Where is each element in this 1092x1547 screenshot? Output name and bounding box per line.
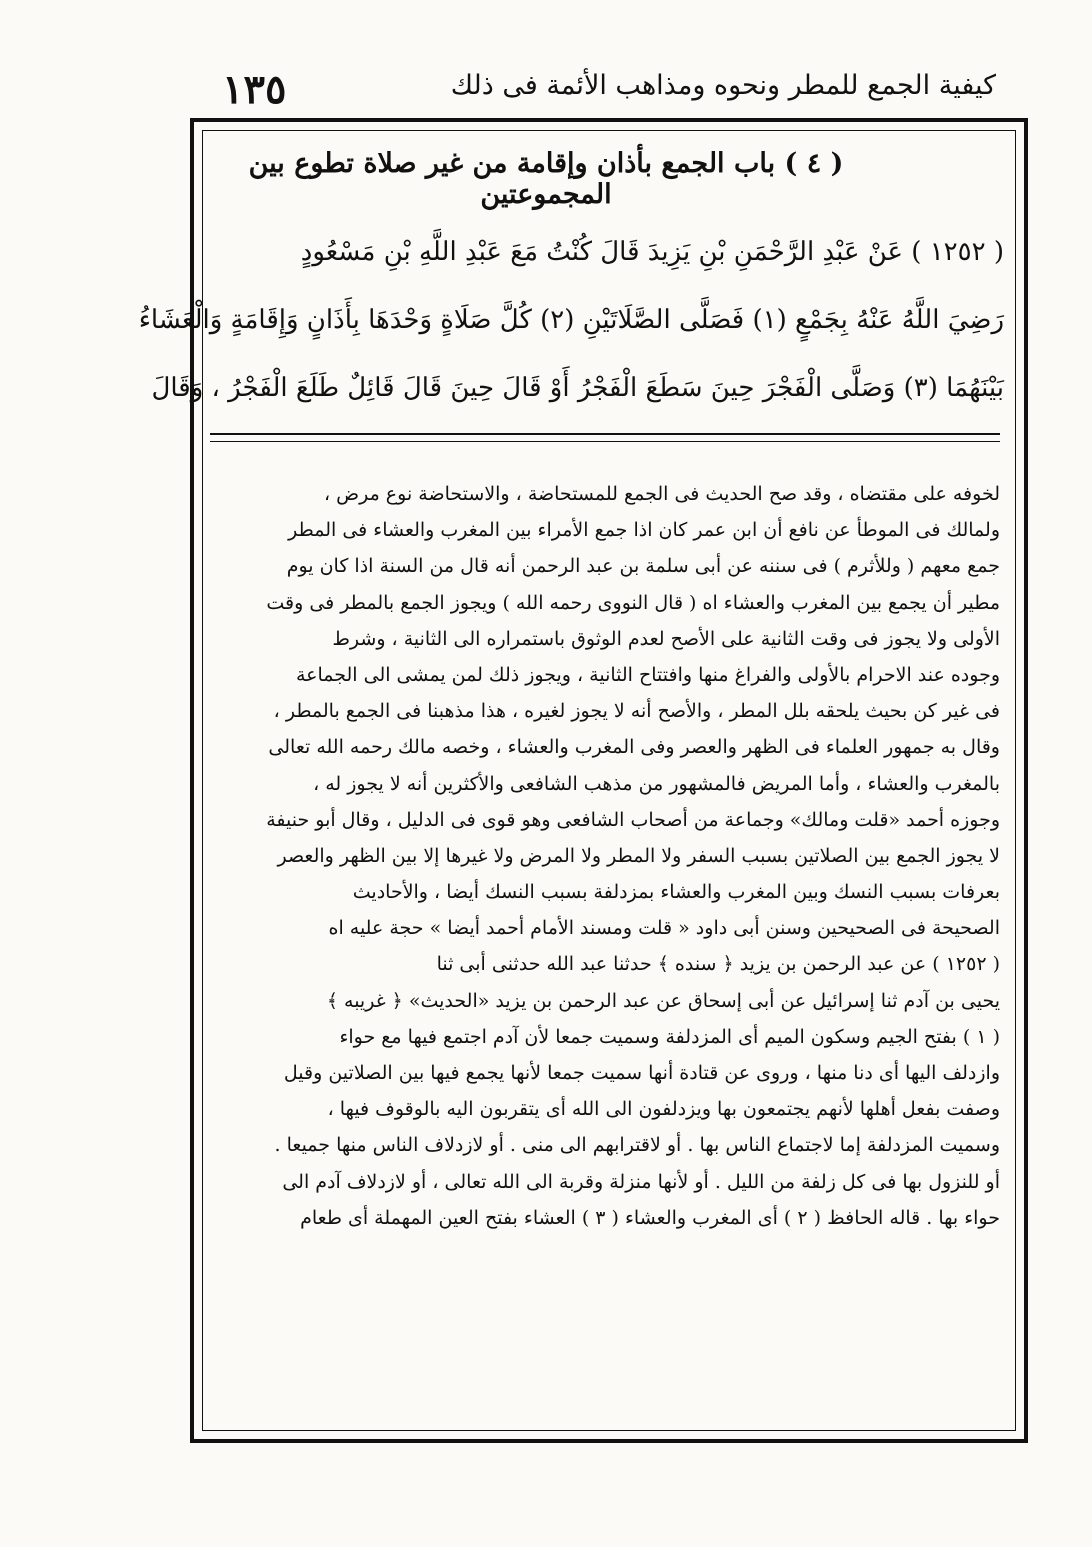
commentary-line: لا يجوز الجمع بين الصلاتين بسبب السفر ولا المطر ولا المرض ولا غيرها إلا بين الظهر والعصر	[277, 844, 1000, 867]
footnote-line: وازدلف اليها أى دنا منها ، وروى عن قتادة أنها سميت جمعا لأنها يجمع فيها بين الصلاتين وقيل	[283, 1062, 1000, 1084]
commentary-line: مطير أن يجمع بين المغرب والعشاء اه ( قال النووى رحمه الله ) ويجوز الجمع بالمطر فى وقت	[266, 591, 1000, 614]
page-number: ١٣٥	[222, 66, 287, 113]
isnad-line: ( ١٢٥٢ ) عن عبد الرحمن بن يزيد ﴿ سنده ﴾ حدثنا عبد الله حدثنى أبى ثنا	[436, 953, 1000, 976]
commentary-line: بالمغرب والعشاء ، وأما المريض فالمشهور من مذهب الشافعى والأكثرين أنه لا يجوز له ،	[313, 772, 1000, 795]
commentary-line: وقال به جمهور العلماء فى الظهر والعصر وفى المغرب والعشاء ، وخصه مالك رحمه الله تعالى	[268, 736, 1000, 759]
hadith-line: ( ١٢٥٢ ) عَنْ عَبْدِ الرَّحْمَنِ بْنِ يَزِيدَ قَالَ كُنْتُ مَعَ عَبْدِ اللَّهِ بْنِ مَسْعُودٍ	[300, 237, 1004, 267]
footnote-line: وسميت المزدلفة إما لاجتماع الناس بها . أو لاقترابهم الى منى . أو لازدلاف الناس منها جميعا .	[274, 1134, 1000, 1157]
commentary-line: الأولى ولا يجوز فى وقت الثانية على الأصح لعدم الوثوق باستمراره الى الثانية ، وشرط	[332, 627, 1000, 650]
hadith-line: رَضِيَ اللَّهُ عَنْهُ بِجَمْعٍ (١) فَصَلَّى الصَّلَاتَيْنِ (٢) كُلَّ صَلَاةٍ وَحْدَهَا بِأَذَانٍ وَإِقَامَةٍ وَالْعَشَاءُ	[138, 305, 1004, 335]
isnad-line: يحيى بن آدم ثنا إسرائيل عن أبى إسحاق عن عبد الرحمن بن يزيد «الحديث» ﴿ غريبه ﴾	[326, 989, 1000, 1012]
section-divider	[210, 433, 1000, 435]
commentary-line: فى غير كن بحيث يلحقه بلل المطر ، والأصح أنه لا يجوز لغيره ، هذا مذهبنا فى الجمع بالمطر ،	[273, 700, 1000, 723]
footnote-line: أو للنزول بها فى كل زلفة من الليل . أو لأنها منزلة وقربة الى الله تعالى ، أو لازدلاف آدم الى	[282, 1170, 1000, 1193]
commentary-line: ولمالك فى الموطأ عن نافع أن ابن عمر كان اذا جمع الأمراء بين المغرب والعشاء فى المطر	[288, 519, 1000, 542]
footnote-line: ( ١ ) بفتح الجيم وسكون الميم أى المزدلفة وسميت جمعا لأن آدم اجتمع فيها مع حواء	[339, 1025, 1000, 1048]
commentary-line: وجوده عند الاحرام بالأولى والفراغ منها وافتتاح الثانية ، ويجوز ذلك لمن يمشى الى الجماعة	[295, 663, 1000, 686]
section-divider-thin	[210, 441, 1000, 442]
running-header: كيفية الجمع للمطر ونحوه ومذاهب الأئمة فى ذلك	[450, 70, 996, 101]
commentary-line: بعرفات بسبب النسك وبين المغرب والعشاء بمزدلفة بسبب النسك أيضا ، والأحاديث	[352, 881, 1000, 904]
commentary-line: لخوفه على مقتضاه ، وقد صح الحديث فى الجمع للمستحاضة ، والاستحاضة نوع مرض ،	[323, 483, 1000, 505]
commentary-line: وجوزه أحمد «قلت ومالك» وجماعة من أصحاب الشافعى وهو قوى فى الدليل ، وقال أبو حنيفة	[266, 808, 1000, 831]
commentary-line: جمع معهم ( وللأثرم ) فى سننه عن أبى سلمة بن عبد الرحمن أنه قال من السنة اذا كان يوم	[286, 555, 1000, 578]
footnote-line: وصفت بفعل أهلها لأنهم يجتمعون بها ويزدلفون الى الله أى يتقربون اليه بالوقوف فيها ،	[327, 1098, 1000, 1121]
footnote-line: حواء بها . قاله الحافظ ( ٢ ) أى المغرب والعشاء ( ٣ ) العشاء بفتح العين المهملة أى طعام	[300, 1206, 1000, 1229]
commentary-text	[212, 476, 1000, 1236]
hadith-line: بَيْنَهُمَا (٣) وَصَلَّى الْفَجْرَ حِينَ سَطَعَ الْفَجْرُ أَوْ قَالَ حِينَ قَالَ قَائِلٌ طَلَعَ الْفَجْرُ ، وَقَالَ	[151, 373, 1004, 403]
hadith-text	[138, 218, 1004, 422]
commentary-line: الصحيحة فى الصحيحين وسنن أبى داود « قلت ومسند الأمام أحمد أيضا » حجة عليه اه	[328, 917, 1000, 940]
chapter-title: ( ٤ ) باب الجمع بأذان وإقامة من غير صلاة تطوع بين المجموعتين	[248, 148, 844, 210]
